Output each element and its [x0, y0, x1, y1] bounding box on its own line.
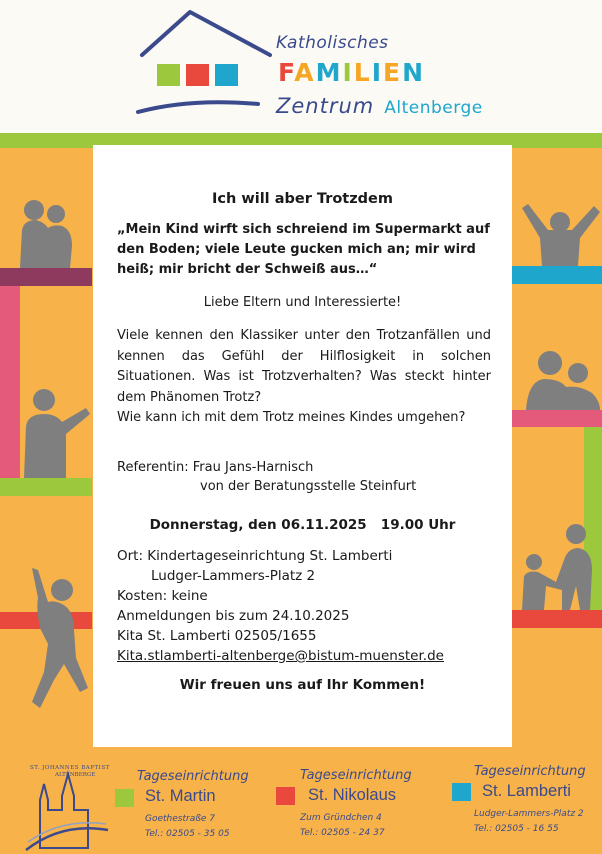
logo-zentrum-word: Zentrum [276, 94, 375, 118]
church-name: ST. JOHANNES BAPTIST [30, 765, 110, 771]
logo-place: Altenberge [384, 98, 483, 118]
registration-deadline: Anmeldungen bis zum 24.10.2025 [117, 608, 350, 624]
location-address: Ludger-Lammers-Platz 2 [151, 568, 316, 584]
event-info [117, 546, 536, 666]
logo-letter: E [383, 58, 403, 87]
center-type: Tageseinrichtung [137, 769, 249, 784]
logo-square-red [186, 64, 209, 86]
center-name: St. Lamberti [482, 782, 571, 800]
footer-center-st-lamberti [474, 764, 586, 834]
center-street: Ludger-Lammers-Platz 2 [474, 809, 584, 819]
band-purple-left [0, 268, 92, 286]
logo-letter: I [342, 58, 354, 87]
center-name: St. Martin [145, 787, 216, 805]
event-date: Donnerstag, den 06.11.2025 19.00 Uhr [149, 517, 456, 533]
cost-info: Kosten: keine [117, 588, 208, 604]
logo-letter: A [294, 58, 316, 87]
flyer-quote: „Mein Kind wirft sich schreiend im Supermarkt auf den Boden; viele Leute gucken mich an; mir wird heiß; mir bricht der Schweiß aus…“ [117, 222, 490, 277]
logo-letter: I [371, 58, 384, 87]
location-label: Ort: Kindertageseinrichtung St. Lamberti [117, 548, 393, 564]
logo-letter: F [278, 58, 295, 87]
footer-center-st-martin [137, 769, 249, 839]
flyer-body [117, 326, 491, 429]
speaker-organization: von der Beratungsstelle Steinfurt [200, 479, 417, 494]
logo-katholisches: Katholisches [276, 33, 389, 53]
center-type: Tageseinrichtung [474, 764, 586, 779]
speaker-label: Referentin: Frau Jans-Harnisch [117, 460, 314, 475]
contact-phone: Kita St. Lamberti 02505/1655 [117, 628, 317, 644]
child-silhouette-icon [520, 345, 602, 410]
flyer-title: Ich will aber Trotzdem [211, 191, 394, 207]
contact-email-link[interactable]: Kita.stlamberti-altenberge@bistum-muenster.de [117, 648, 444, 664]
band-blue-right [512, 266, 602, 284]
flyer-paper [93, 145, 512, 747]
logo-letter: M [315, 58, 343, 87]
center-phone: Tel.: 02505 - 24 37 [300, 828, 385, 838]
child-silhouette-icon [518, 200, 602, 266]
logo-familien [278, 58, 425, 87]
st-martin-color-square [115, 789, 134, 807]
logo-zentrum [276, 94, 483, 118]
logo-letter: N [402, 58, 426, 87]
center-phone: Tel.: 02505 - 16 55 [474, 824, 559, 834]
footer-center-st-nikolaus [300, 768, 412, 838]
child-silhouette-icon [10, 386, 92, 478]
flyer-greeting: Liebe Eltern und Interessierte! [203, 295, 402, 310]
flyer-body-paragraph: Wie kann ich mit dem Trotz meines Kindes umgehen? [117, 410, 466, 425]
center-street: Goethestraße 7 [145, 814, 216, 824]
closing-text: Wir freuen uns auf Ihr Kommen! [179, 677, 426, 693]
logo-square-blue [215, 64, 238, 86]
roof-logo-icon [0, 0, 280, 125]
center-type: Tageseinrichtung [300, 768, 412, 783]
center-phone: Tel.: 02505 - 35 05 [145, 829, 230, 839]
church-place: ALTENBERGE [55, 772, 96, 778]
center-name: St. Nikolaus [308, 786, 397, 804]
flyer-body-paragraph: Viele kennen den Klassiker unter den Trotzanfällen und kennen das Gefühl der Hilflosigkeit in solchen Situationen. Was ist Trotzverhalten? Was steckt hinter dem Phänomen Trotz? [117, 328, 491, 405]
logo-square-green [157, 64, 180, 86]
center-street: Zum Gründchen 4 [300, 813, 382, 823]
logo-letter: L [353, 58, 372, 87]
child-silhouette-icon [14, 196, 76, 268]
child-silhouette-icon [18, 568, 96, 710]
st-lamberti-color-square [452, 783, 471, 801]
st-nikolaus-color-square [276, 787, 295, 805]
band-pink-right [512, 410, 602, 427]
band-green-left [0, 478, 92, 496]
